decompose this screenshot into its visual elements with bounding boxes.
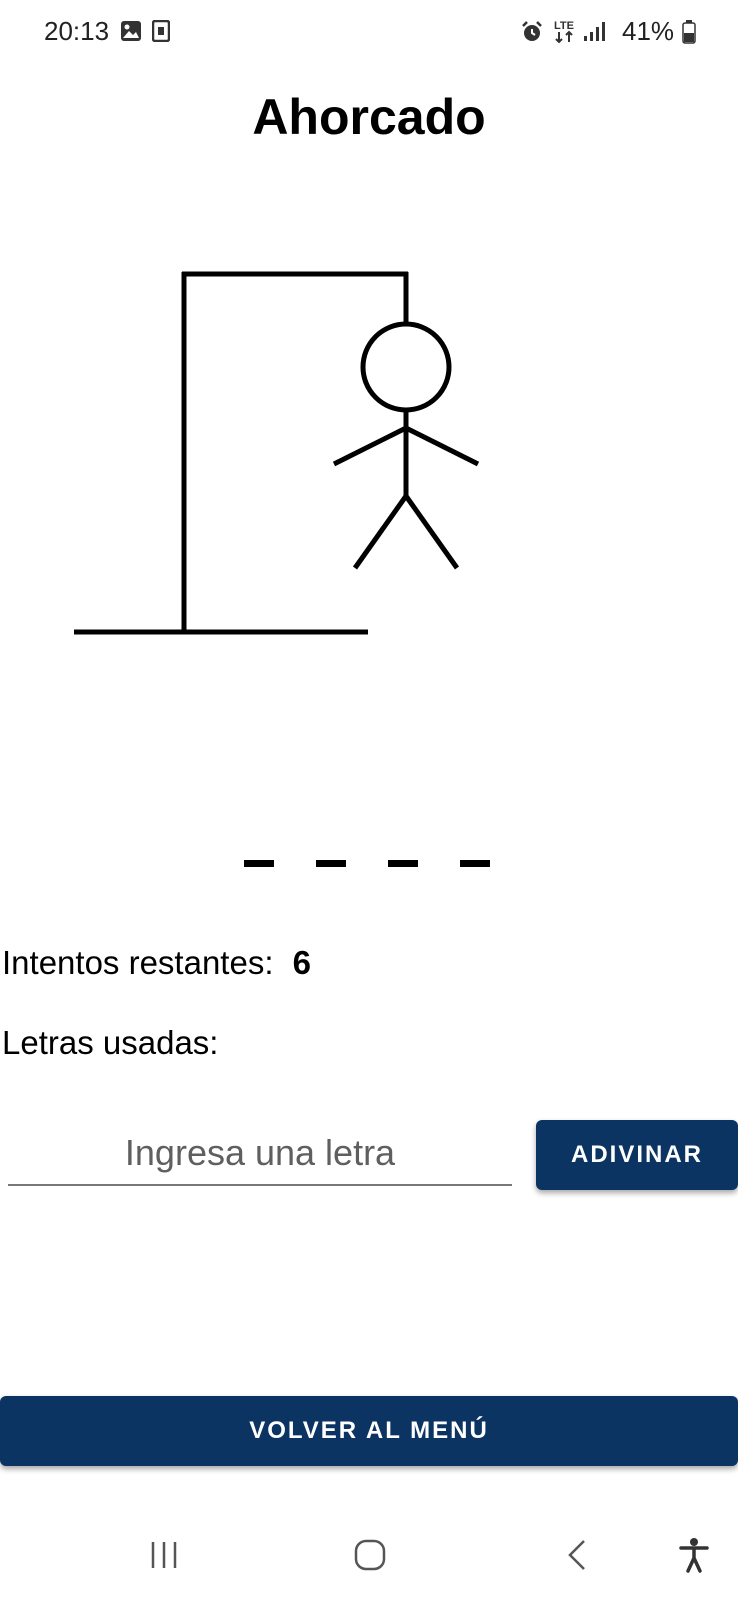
used-letters-row bbox=[2, 1024, 218, 1062]
attempts-label: Intentos restantes: bbox=[2, 944, 274, 981]
hangman-right-leg bbox=[406, 496, 457, 568]
back-to-menu-button[interactable]: VOLVER AL MENÚ bbox=[0, 1396, 738, 1466]
accessibility-button[interactable] bbox=[654, 1520, 734, 1590]
hangman-drawing bbox=[0, 0, 738, 700]
attempts-row bbox=[2, 944, 311, 982]
recents-button[interactable] bbox=[124, 1520, 204, 1590]
letter-slot bbox=[316, 860, 346, 867]
letter-slot bbox=[460, 860, 490, 867]
home-button[interactable] bbox=[330, 1520, 410, 1590]
guess-button[interactable]: ADIVINAR bbox=[536, 1120, 738, 1190]
letter-slot bbox=[244, 860, 274, 867]
home-icon bbox=[353, 1538, 387, 1572]
status-time: 20:13 bbox=[44, 16, 110, 46]
recents-icon bbox=[147, 1540, 181, 1570]
lte-label: LTE bbox=[554, 20, 574, 32]
used-letters-label: Letras usadas: bbox=[2, 1024, 219, 1061]
back-button[interactable] bbox=[538, 1520, 618, 1590]
page-title: Ahorcado bbox=[252, 89, 486, 145]
battery-percent: 41% bbox=[622, 16, 675, 46]
attempts-value: 6 bbox=[292, 944, 312, 981]
system-nav-bar bbox=[0, 1520, 738, 1600]
hangman-right-arm bbox=[406, 428, 478, 464]
letter-slot bbox=[388, 860, 418, 867]
accessibility-icon bbox=[678, 1537, 710, 1573]
back-icon bbox=[565, 1538, 591, 1572]
hangman-left-arm bbox=[334, 428, 406, 464]
hangman-left-leg bbox=[355, 496, 406, 568]
hangman-head bbox=[363, 324, 449, 410]
letter-input[interactable] bbox=[8, 1122, 512, 1186]
